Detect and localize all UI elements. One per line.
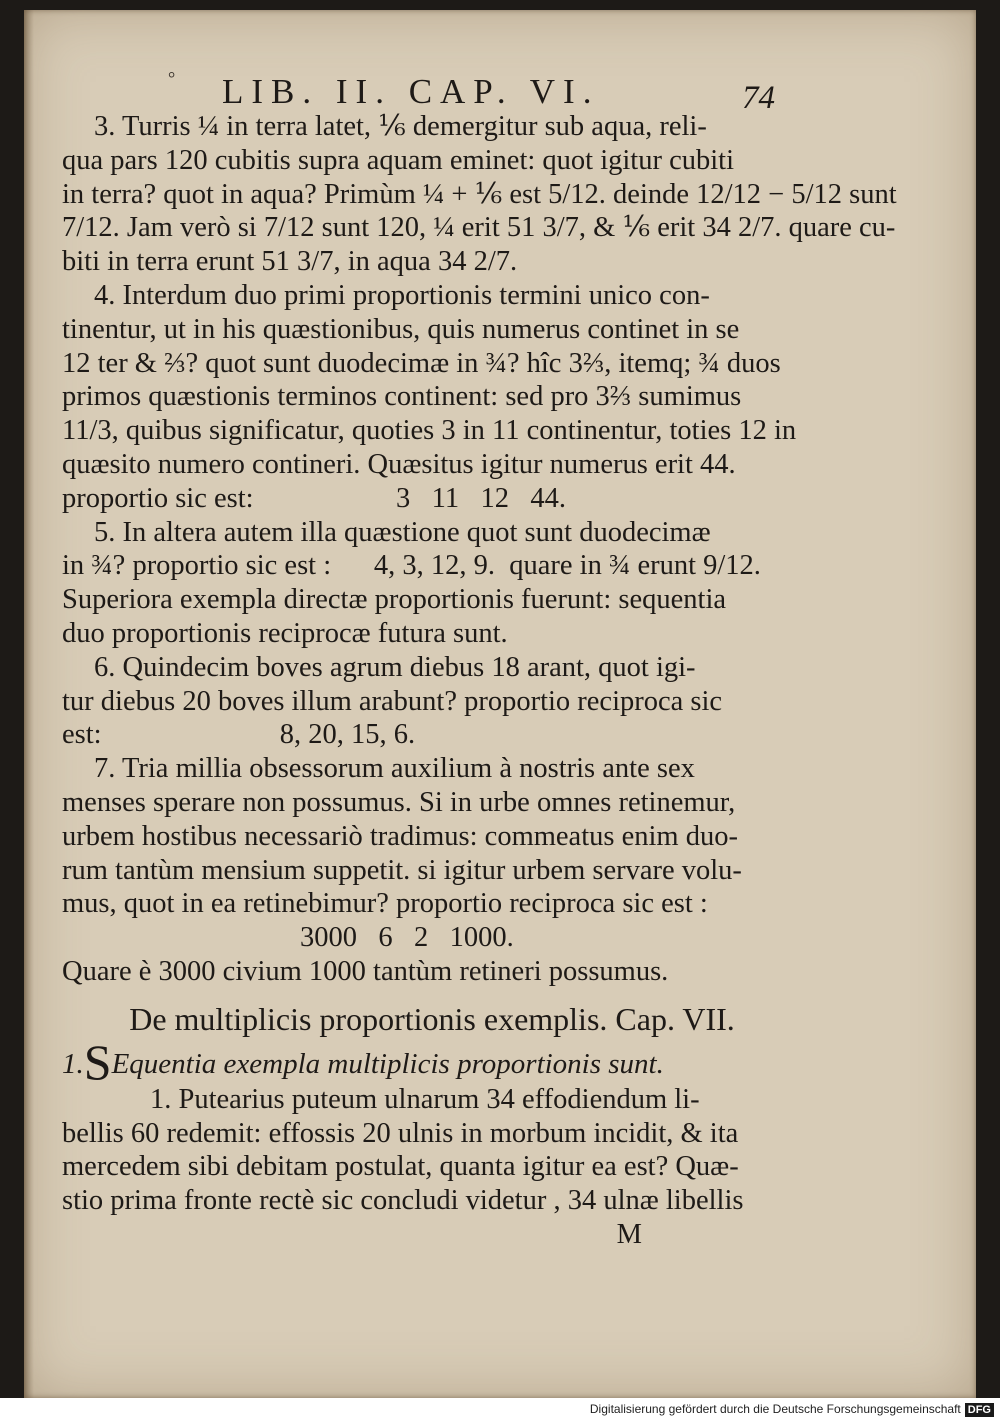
text-line: 3. Turris ¼ in terra latet, ⅙ demergitur sub aqua, reli- xyxy=(94,111,707,142)
ink-speck: ° xyxy=(168,68,176,88)
text-line: 7. Tria millia obsessorum auxilium à nostris ante sex xyxy=(94,753,695,785)
credit-text: Digitalisierung gefördert durch die Deutsche Forschungsgemeinschaft xyxy=(589,1402,961,1416)
text-line: tur diebus 20 boves illum arabunt? proportio reciproca sic xyxy=(62,685,723,717)
text-line: 4. Interdum duo primi proportionis termini unico con- xyxy=(94,279,710,311)
text-line: menses sperare non possumus. Si in urbe omnes retinemur, xyxy=(62,786,736,818)
page-body xyxy=(62,110,897,1252)
chapter-heading: De multiplicis proportionis exemplis. Cap. VII. xyxy=(129,1000,735,1037)
text-line: mercedem sibi debitam postulat, quanta igitur ea est? Quæ- xyxy=(62,1151,739,1183)
text-line: biti in terra erunt 51 3/7, in aqua 34 2/7. xyxy=(62,246,518,278)
running-title: LIB. II. CAP. VI. xyxy=(222,72,600,111)
text-line: duo proportionis reciprocæ futura sunt. xyxy=(62,617,508,649)
rubric-number: 1. xyxy=(62,1047,84,1080)
text-line: 11/3, quibus significatur, quoties 3 in 11 continentur, toties 12 in xyxy=(62,415,797,447)
signature-mark: M xyxy=(616,1218,642,1250)
text-line: Quare è 3000 civium 1000 tantùm retineri possumus. xyxy=(62,955,669,987)
text-line: 5. In altera autem illa quæstione quot sunt duodecimæ xyxy=(94,516,711,548)
text-line: qua pars 120 cubitis supra aquam eminet: quot igitur cubiti xyxy=(62,144,734,176)
text-line: Superiora exempla directæ proportionis fuerunt: sequentia xyxy=(62,584,727,616)
text-line: quæsito numero contineri. Quæsitus igitur numerus erit 44. xyxy=(62,448,736,480)
digitization-credit xyxy=(0,1398,1000,1420)
dfg-logo: DFG xyxy=(965,1403,994,1417)
text-line: 3000 6 2 1000. xyxy=(300,922,514,954)
text-line: primos quæstionis terminos continent: sed pro 3⅔ sumimus xyxy=(62,381,742,413)
text-line: 1. Putearius puteum ulnarum 34 effodiendum li- xyxy=(150,1083,700,1115)
text-line: rum tantùm mensium suppetit. si igitur urbem servare volu- xyxy=(62,854,742,886)
text-line: est: 8, 20, 15, 6. xyxy=(62,719,416,751)
text-line: proportio sic est: 3 11 12 44. xyxy=(62,482,566,514)
page-number: 74 xyxy=(742,80,775,116)
text-line: in terra? quot in aqua? Primùm ¼ + ⅙ est 5/12. deinde 12/12 − 5/12 sunt xyxy=(62,178,897,210)
text-line: urbem hostibus necessariò tradimus: commeatus enim duo- xyxy=(62,820,738,852)
text-line: 6. Quindecim boves agrum diebus 18 arant, quot igi- xyxy=(94,651,696,683)
text-line: tinentur, ut in his quæstionibus, quis numerus continet in se xyxy=(62,313,740,345)
text-line: in ¾? proportio sic est : 4, 3, 12, 9. quare in ¾ erunt 9/12. xyxy=(62,550,761,582)
page-gutter-shadow xyxy=(24,10,34,1398)
text-line: bellis 60 redemit: effossis 20 ulnis in morbum incidit, & ita xyxy=(62,1117,739,1149)
text-line: 7/12. Jam verò si 7/12 sunt 120, ¼ erit 51 3/7, & ⅙ erit 34 2/7. quare cu- xyxy=(62,212,896,244)
text-line: 12 ter & ⅔? quot sunt duodecimæ in ¾? hîc 3⅔, itemq; ¾ duos xyxy=(62,347,781,379)
text-line: mus, quot in ea retinebimur? proportio reciproca sic est : xyxy=(62,888,708,920)
drop-initial: S xyxy=(83,1033,112,1090)
rubric-text: Equentia exempla multiplicis proportionis sunt. xyxy=(111,1047,664,1080)
section-rubric xyxy=(62,1033,802,1090)
text-line: stio prima fronte rectè sic concludi videtur , 34 ulnæ libellis xyxy=(62,1185,744,1217)
